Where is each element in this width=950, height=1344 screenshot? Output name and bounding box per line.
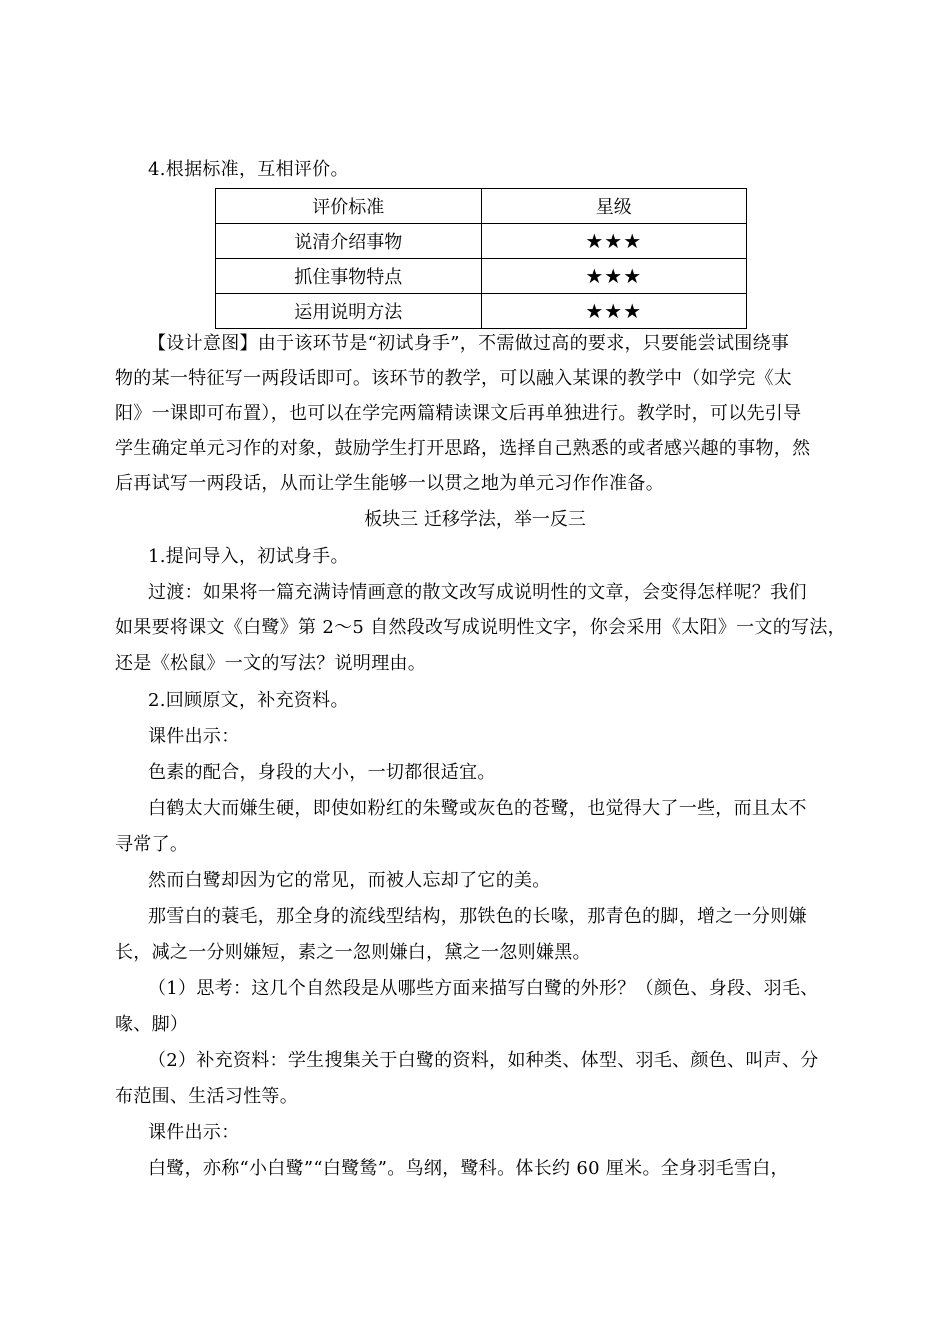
table-row bbox=[216, 224, 747, 259]
evaluation-table bbox=[215, 188, 747, 329]
paragraph-line: 寻常了。 bbox=[115, 834, 189, 855]
paragraph-line: 那雪白的蓑毛，那全身的流线型结构，那铁色的长喙，那青色的脚，增之一分则嫌 bbox=[148, 906, 807, 927]
star-rating: ★★★ bbox=[481, 259, 747, 294]
table-row bbox=[216, 259, 747, 294]
excerpt-line: 色素的配合，身段的大小，一切都很适宜。 bbox=[148, 762, 496, 783]
paragraph-line: 后再试写一两段话，从而让学生能够一以贯之地为单元习作作准备。 bbox=[115, 473, 664, 494]
courseware-label: 课件出示： bbox=[148, 1122, 240, 1143]
paragraph-line: 喙、脚） bbox=[115, 1014, 189, 1035]
paragraph-line: 还是《松鼠》一文的写法？说明理由。 bbox=[115, 653, 427, 674]
excerpt-line: 然而白鹭却因为它的常见，而被人忘却了它的美。 bbox=[148, 870, 551, 891]
table-header-row bbox=[216, 189, 747, 224]
courseware-label: 课件出示： bbox=[148, 726, 240, 747]
star-rating: ★★★ bbox=[481, 224, 747, 259]
section-4-heading: 4.根据标准，互相评价。 bbox=[148, 159, 349, 180]
star-rating: ★★★ bbox=[481, 294, 747, 329]
paragraph-line: 物的某一特征写一两段话即可。该环节的教学，可以融入某课的教学中（如学完《太 bbox=[115, 368, 793, 389]
paragraph-line: 学生确定单元习作的对象，鼓励学生打开思路，选择自己熟悉的或者感兴趣的事物，然 bbox=[115, 438, 811, 459]
header-criterion: 评价标准 bbox=[216, 189, 482, 224]
egret-info-line: 白鹭，亦称“小白鹭”“白鹭鸶”。鸟纲，鹭科。体长约 60 厘米。全身羽毛雪白， bbox=[148, 1158, 789, 1179]
criterion-cell: 说清介绍事物 bbox=[216, 224, 482, 259]
paragraph-line: 阳》一课即可布置），也可以在学完两篇精读课文后再单独进行。教学时，可以先引导 bbox=[115, 403, 802, 424]
paragraph-line: 白鹤太大而嫌生硬，即使如粉红的朱鹭或灰色的苍鹭，也觉得大了一些，而且太不 bbox=[148, 798, 807, 819]
table-row bbox=[216, 294, 747, 329]
paragraph-line: （2）补充资料：学生搜集关于白鹭的资料，如种类、体型、羽毛、颜色、叫声、分 bbox=[148, 1050, 819, 1071]
paragraph-line: 【设计意图】由于该环节是“初试身手”，不需做过高的要求，只要能尝试围绕事 bbox=[148, 333, 790, 354]
criterion-cell: 运用说明方法 bbox=[216, 294, 482, 329]
block-title: 板块三 迁移学法，举一反三 bbox=[364, 509, 586, 530]
paragraph-line: 长，减之一分则嫌短，素之一忽则嫌白，黛之一忽则嫌黑。 bbox=[115, 942, 591, 963]
paragraph-line: 如果要将课文《白鹭》第 2～5 自然段改写成说明性文字，你会采用《太阳》一文的写法， bbox=[115, 617, 846, 638]
header-stars: 星级 bbox=[481, 189, 747, 224]
paragraph-line: （1）思考：这几个自然段是从哪些方面来描写白鹭的外形？（颜色、身段、羽毛、 bbox=[148, 978, 819, 999]
step-2-heading: 2.回顾原文，补充资料。 bbox=[148, 690, 349, 711]
paragraph-line: 布范围、生活习性等。 bbox=[115, 1086, 298, 1107]
step-1-heading: 1.提问导入，初试身手。 bbox=[148, 546, 349, 567]
paragraph-line: 过渡：如果将一篇充满诗情画意的散文改写成说明性的文章，会变得怎样呢？我们 bbox=[148, 582, 807, 603]
criterion-cell: 抓住事物特点 bbox=[216, 259, 482, 294]
